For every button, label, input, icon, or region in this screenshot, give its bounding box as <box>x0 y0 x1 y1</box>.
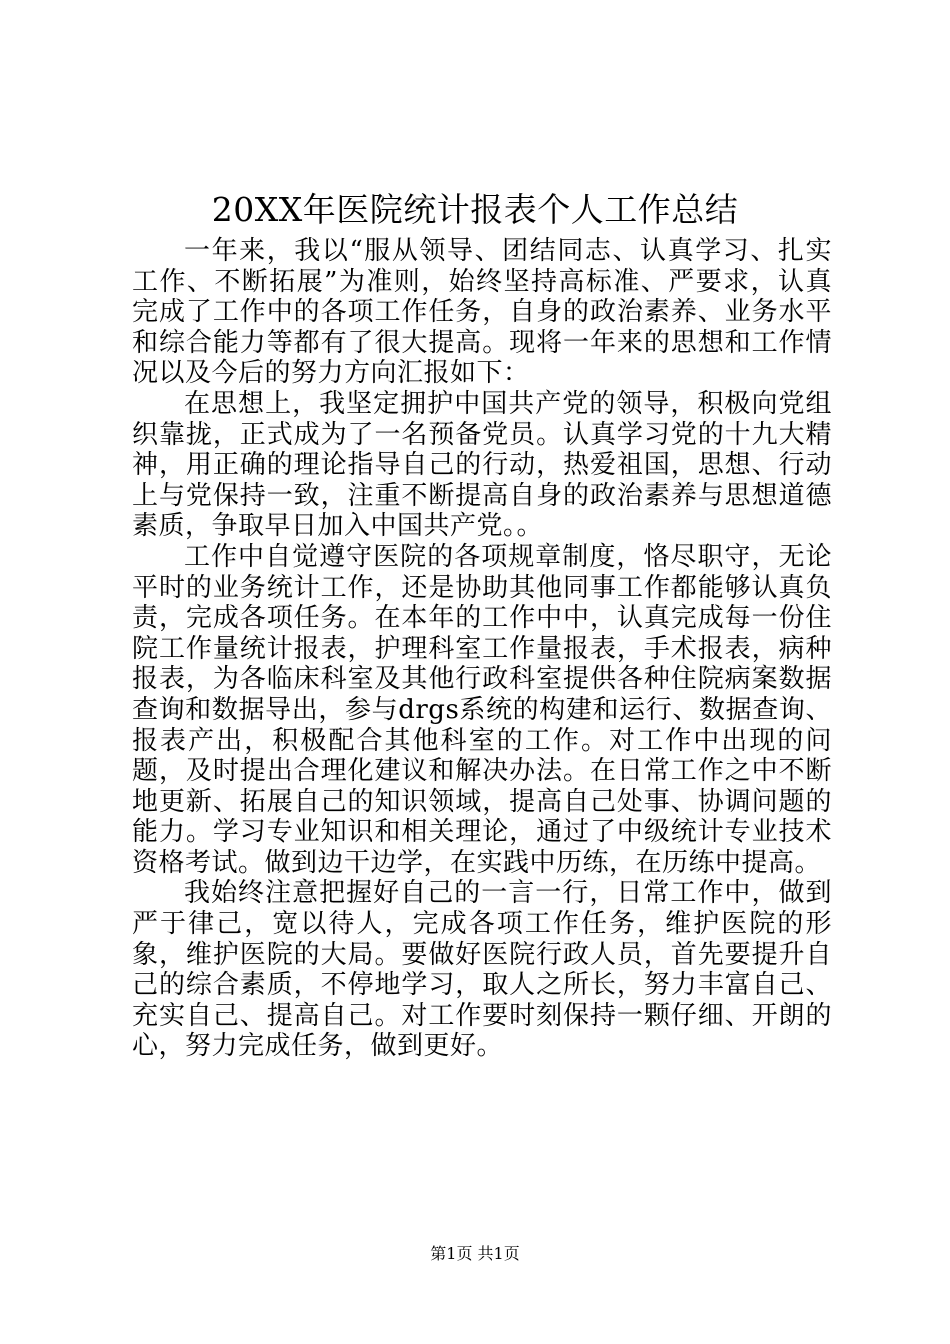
paragraph-ideology: 在思想上，我坚定拥护中国共产党的领导，积极向党组织靠拢，正式成为了一名预备党员。认真学习党的十九大精神，用正确的理论指导自己的行动，热爱祖国，思想、行动上与党保持一致，注重不断提高自身的政治素养与思想道德素质，争取早日加入中国共产党。。 <box>132 388 832 542</box>
page-footer: 第1页 共1页 <box>430 1244 520 1263</box>
document-title: 20XX年医院统计报表个人工作总结 <box>211 190 739 229</box>
document-body <box>132 236 832 1062</box>
paragraph-conduct: 我始终注意把握好自己的一言一行，日常工作中，做到严于律己，宽以待人，完成各项工作任务，维护医院的形象，维护医院的大局。要做好医院行政人员，首先要提升自己的综合素质，不停地学习，取人之所长，努力丰富自己、充实自己、提高自己。对工作要时刻保持一颗仔细、开朗的心，努力完成任务，做到更好。 <box>132 878 832 1062</box>
paragraph-work: 工作中自觉遵守医院的各项规章制度，恪尽职守，无论平时的业务统计工作，还是协助其他同事工作都能够认真负责，完成各项任务。在本年的工作中中，认真完成每一份住院工作量统计报表，护理科室工作量报表，手术报表，病种报表，为各临床科室及其他行政科室提供各种住院病案数据查询和数据导出，参与drgs系统的构建和运行、数据查询、报表产出，积极配合其他科室的工作。对工作中出现的问题，及时提出合理化建议和解决办法。在日常工作之中不断地更新、拓展自己的知识领域，提高自己处事、协调问题的能力。学习专业知识和相关理论，通过了中级统计专业技术资格考试。做到边干边学，在实践中历练，在历练中提高。 <box>132 541 832 878</box>
paragraph-intro: 一年来，我以“服从领导、团结同志、认真学习、扎实工作、不断拓展”为准则，始终坚持高标准、严要求，认真完成了工作中的各项工作任务，自身的政治素养、业务水平和综合能力等都有了很大提高。现将一年来的思想和工作情况以及今后的努力方向汇报如下： <box>132 236 832 389</box>
